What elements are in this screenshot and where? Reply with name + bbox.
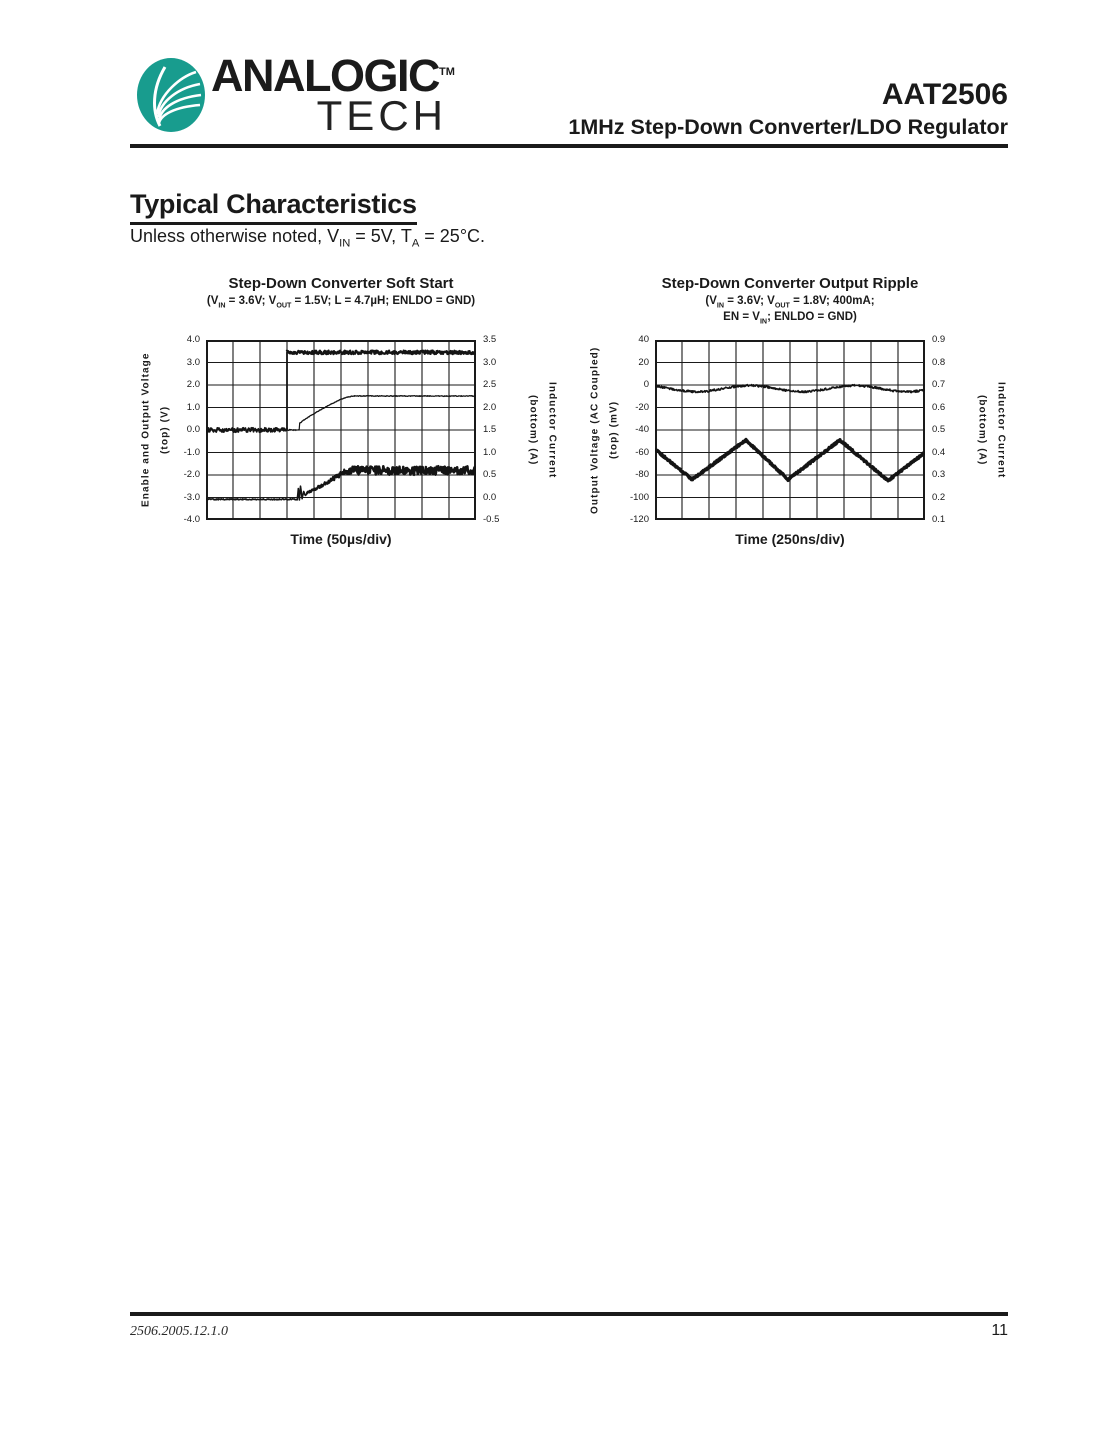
y-right-tick: 0.1 bbox=[932, 514, 946, 525]
y-right-tick: 0.9 bbox=[932, 334, 946, 345]
y-right-label-line1: Inductor Current bbox=[995, 381, 1007, 479]
y-left-label-line1: Enable and Output Voltage bbox=[140, 352, 152, 508]
y-left-tick: 1.0 bbox=[186, 401, 200, 413]
chart-output-ripple bbox=[585, 275, 1007, 565]
y-left-tick: -3.0 bbox=[183, 491, 200, 503]
x-axis-label: Time (250ns/div) bbox=[735, 531, 845, 547]
document-code: 2506.2005.12.1.0 bbox=[130, 1324, 228, 1339]
y-left-tick: -120 bbox=[629, 514, 649, 525]
y-right-tick: 3.0 bbox=[483, 356, 497, 368]
y-right-tick: 0.6 bbox=[932, 401, 946, 413]
chart-subtitle-line: ($V_{IN} = 3.6V$; $V_{OUT} = 1.8V$; 400mA; bbox=[705, 295, 875, 310]
y-right-tick: 3.5 bbox=[483, 334, 497, 345]
y-left-tick: 4.0 bbox=[186, 334, 200, 345]
chart-subtitle-line: ($V_{IN} = 3.6V$; $V_{OUT} = 1.5V$; L = 4.7µH; ENLDO = GND) bbox=[206, 295, 476, 310]
product-title: 1MHz Step-Down Converter/LDO Regulator bbox=[568, 115, 1008, 139]
waveform-enable-voltage bbox=[287, 351, 476, 355]
trademark-symbol: TM bbox=[439, 66, 455, 78]
y-left-tick: 0 bbox=[643, 379, 649, 390]
y-left-tick: -100 bbox=[629, 491, 649, 503]
y-right-tick: 0.0 bbox=[483, 491, 497, 503]
y-right-tick: 0.8 bbox=[932, 356, 946, 368]
header-rule bbox=[130, 144, 1008, 148]
chart-subtitle bbox=[136, 293, 546, 309]
y-left-label-line1: Output Voltage (AC Coupled) bbox=[589, 346, 601, 514]
y-right-tick: 0.3 bbox=[932, 469, 946, 480]
y-left-tick: -60 bbox=[635, 446, 649, 458]
y-left-tick: -2.0 bbox=[183, 469, 200, 480]
waveform-inductor-current bbox=[307, 470, 348, 494]
y-left-tick: -80 bbox=[635, 469, 649, 480]
y-right-tick: 1.0 bbox=[483, 446, 497, 458]
y-left-tick: -1.0 bbox=[183, 446, 200, 458]
y-right-tick: -0.5 bbox=[483, 514, 500, 525]
waveform-inductor-current bbox=[206, 499, 297, 500]
analogictech-logo-icon bbox=[136, 57, 206, 133]
x-axis-label: Time (50µs/div) bbox=[290, 531, 392, 547]
y-right-tick: 1.5 bbox=[483, 424, 497, 435]
page-title: Typical Characteristics bbox=[130, 189, 417, 225]
y-left-tick: 0.0 bbox=[186, 424, 200, 435]
y-right-tick: 0.5 bbox=[932, 424, 946, 435]
waveform-inductor-current bbox=[348, 466, 476, 474]
brand-analogic-text: ANALOGIC bbox=[211, 50, 439, 101]
plot-area bbox=[206, 340, 476, 520]
test-conditions: Unless otherwise noted, $V_{IN} = 5V$, $T_A = 25^\circ C$. bbox=[130, 226, 486, 250]
page-number: 11 bbox=[991, 1322, 1008, 1339]
y-left-tick: 3.0 bbox=[186, 356, 200, 368]
chart-subtitle-line: EN = $V_{IN}$; ENLDO = GND) bbox=[723, 311, 857, 326]
waveform-output-voltage bbox=[300, 396, 355, 423]
y-right-tick: 0.2 bbox=[932, 491, 946, 503]
part-number: AAT2506 bbox=[881, 78, 1008, 111]
y-right-tick: 0.4 bbox=[932, 446, 946, 458]
chart-soft-start bbox=[136, 275, 558, 565]
y-right-label-line1: Inductor Current bbox=[546, 381, 558, 479]
waveform-output-voltage bbox=[299, 423, 300, 430]
y-right-label-line2: (bottom) (A) bbox=[976, 394, 988, 466]
oscilloscope-plot bbox=[655, 340, 925, 520]
header-right bbox=[500, 78, 1008, 140]
y-left-tick: 20 bbox=[638, 356, 649, 368]
brand-wordmark bbox=[211, 50, 455, 139]
chart-title: Step-Down Converter Soft Start bbox=[228, 275, 454, 292]
y-left-tick: -4.0 bbox=[183, 514, 200, 525]
y-left-label-line2: (top) (V) bbox=[159, 405, 171, 455]
y-right-tick: 0.5 bbox=[483, 469, 497, 480]
y-left-tick: 40 bbox=[638, 334, 649, 345]
waveform-output-voltage bbox=[355, 396, 477, 397]
brand-tech: TECH bbox=[316, 92, 447, 139]
y-left-tick: -20 bbox=[635, 401, 649, 413]
plot-area bbox=[655, 340, 925, 520]
footer-rule bbox=[130, 1312, 1008, 1316]
oscilloscope-plot bbox=[206, 340, 476, 520]
y-right-tick: 2.0 bbox=[483, 401, 497, 413]
chart-title: Step-Down Converter Output Ripple bbox=[661, 275, 919, 292]
y-right-tick: 2.5 bbox=[483, 379, 497, 390]
y-left-tick: 2.0 bbox=[186, 379, 200, 390]
y-right-tick: 0.7 bbox=[932, 379, 946, 390]
y-right-label-line2: (bottom) (A) bbox=[527, 394, 539, 466]
chart-subtitle bbox=[585, 293, 995, 325]
y-left-label-line2: (top) (mV) bbox=[608, 400, 620, 460]
y-left-tick: -40 bbox=[635, 424, 649, 435]
